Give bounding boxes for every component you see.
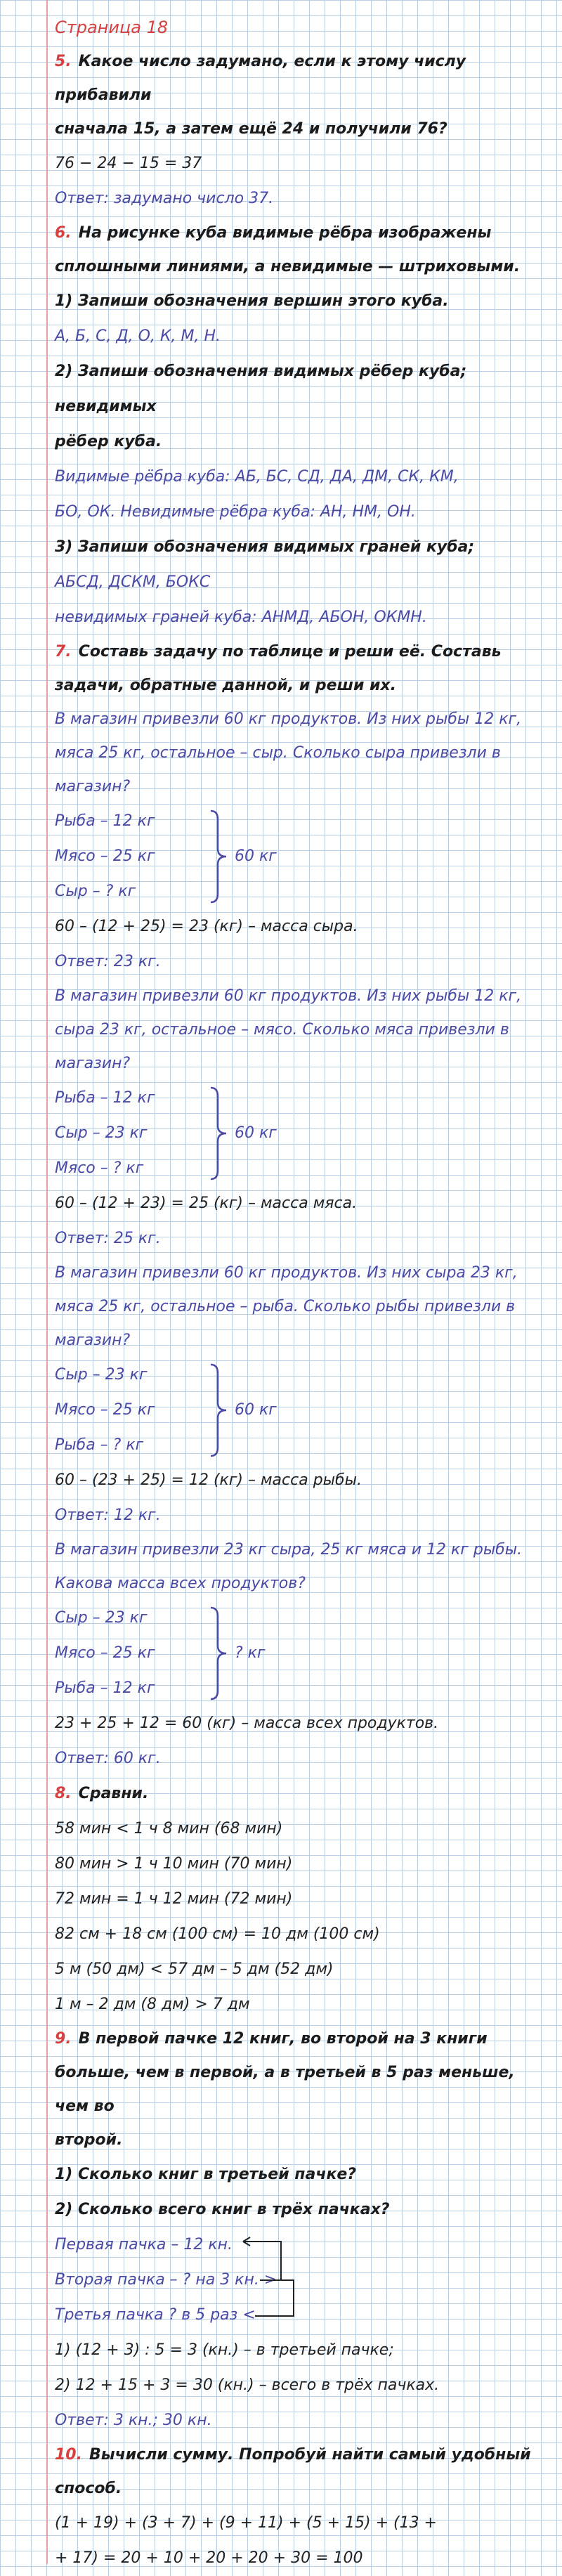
task-9-question-2: 2) Сколько всего книг в трёх пачках?: [55, 2201, 390, 2218]
task-7-problem-1-table: [55, 804, 308, 909]
table-row: Рыба – 12 кг: [55, 812, 155, 830]
task-10-calc-2: + 17) = 20 + 10 + 20 + 20 + 30 = 100: [55, 2549, 363, 2567]
task-7-problem-4-line-1: В магазин привезли 23 кг сыра, 25 кг мяса и 12 кг рыбы.: [55, 1541, 523, 1559]
table-row: Сыр – 23 кг: [55, 1609, 148, 1627]
task-7-problem-4-answer: Ответ: 60 кг.: [55, 1750, 161, 1767]
task-9-text-2: больше, чем в первой, а в третьей в 5 раз меньше, чем во: [55, 2064, 515, 2115]
notation-row: Первая пачка – 12 кн.: [55, 2236, 233, 2253]
table-row: Мясо – 25 кг: [55, 1401, 155, 1419]
task-7-problem-1-line-1: В магазин привезли 60 кг продуктов. Из них рыбы 12 кг,: [55, 710, 522, 728]
task-6-text-1: 6. На рисунке куба видимые рёбра изображены: [55, 224, 492, 242]
comparison-item: 82 см + 18 см (100 см) = 10 дм (100 см): [55, 1925, 380, 1943]
table-row: Рыба – ? кг: [55, 1436, 144, 1454]
task-7-problem-2-table: [55, 1081, 308, 1186]
task-7-text-1: 7. Составь задачу по таблице и реши её. Составь: [55, 643, 502, 661]
task-9-short-notation: [55, 2227, 476, 2333]
task-6-number: 6.: [55, 224, 72, 242]
task-7-problem-3-line-1: В магазин привезли 60 кг продуктов. Из них сыра 23 кг,: [55, 1264, 518, 1282]
task-10-text-1: 10. Вычисли сумму. Попробуй найти самый удобный: [55, 2446, 531, 2464]
task-5-answer: Ответ: задумано число 37.: [55, 190, 274, 207]
task-7-problem-3-line-2: мяса 25 кг, остальное – рыба. Сколько рыбы привезли в: [55, 1298, 516, 1315]
task-10-number: 10.: [55, 2446, 82, 2464]
comparison-arrows-icon: [55, 2227, 476, 2333]
table-total: 60 кг: [235, 1401, 277, 1419]
task-9-text-3: второй.: [55, 2131, 123, 2149]
task-9-calc-2: 2) 12 + 15 + 3 = 30 (кн.) – всего в трёх пачках.: [55, 2376, 440, 2394]
task-7-problem-1-line-2: мяса 25 кг, остальное – сыр. Сколько сыра привезли в: [55, 744, 501, 762]
task-10: [55, 2438, 551, 2576]
table-total: 60 кг: [235, 847, 277, 865]
task-8-title: 8. Сравни.: [55, 1785, 149, 1802]
curly-brace-icon: [208, 809, 229, 904]
task-6-answer-1: А, Б, С, Д, О, К, М, Н.: [55, 327, 221, 345]
curly-brace-icon: [208, 1086, 229, 1180]
task-8-number: 8.: [55, 1785, 72, 1802]
task-5-calc: 76 − 24 − 15 = 37: [55, 155, 202, 172]
task-7-problem-2-line-3: магазин?: [55, 1055, 131, 1072]
task-6-question-1: 1) Запиши обозначения вершин этого куба.: [55, 292, 449, 310]
task-6-question-3: 3) Запиши обозначения видимых граней куба;: [55, 538, 475, 556]
task-9-number: 9.: [55, 2030, 72, 2048]
task-6-answer-2-line-1: Видимые рёбра куба: АБ, БС, СД, ДА, ДМ, СК, КМ,: [55, 468, 459, 486]
task-7-problem-1-line-3: магазин?: [55, 778, 131, 795]
task-6: [55, 216, 551, 635]
notation-row: Третья пачка ? в 5 раз <: [55, 2306, 256, 2324]
task-7-problem-4-calc: 23 + 25 + 12 = 60 (кг) – масса всех продуктов.: [55, 1715, 439, 1732]
table-total: 60 кг: [235, 1124, 277, 1142]
table-row: Сыр – ? кг: [55, 883, 136, 900]
task-7-problem-4-line-2: Какова масса всех продуктов?: [55, 1575, 306, 1592]
table-row: Мясо – 25 кг: [55, 847, 155, 865]
curly-brace-icon: [208, 1606, 229, 1700]
page-title: Страница 18: [55, 18, 169, 37]
task-7-problem-2-line-2: сыра 23 кг, остальное – мясо. Сколько мяса привезли в: [55, 1021, 509, 1039]
task-6-question-2-line-1: 2) Запиши обозначения видимых рёбер куба; невидимых: [55, 363, 467, 415]
table-total: ? кг: [235, 1644, 266, 1662]
comparison-item: 1 м – 2 дм (8 дм) > 7 дм: [55, 1996, 250, 2013]
task-10-text-2: способ.: [55, 2480, 122, 2497]
table-row: Рыба – 12 кг: [55, 1679, 155, 1697]
task-5-number: 5.: [55, 53, 72, 70]
task-6-answer-3-line-2: невидимых граней куба: АНМД, АБОН, ОКМН.: [55, 609, 427, 626]
table-row: Мясо – 25 кг: [55, 1644, 155, 1662]
task-8: [55, 1776, 551, 2022]
table-row: Сыр – 23 кг: [55, 1124, 148, 1142]
homework-page: [55, 10, 551, 2576]
task-6-answer-3-line-1: АБСД, ДСКМ, БОКС: [55, 573, 211, 591]
task-6-text-2: сплошными линиями, а невидимые — штриховыми.: [55, 258, 521, 275]
comparison-item: 72 мин = 1 ч 12 мин (72 мин): [55, 1890, 293, 1908]
notebook-margin-line: [46, 0, 48, 2564]
task-6-question-2-line-2: рёбер куба.: [55, 433, 162, 450]
notation-row: Вторая пачка – ? на 3 кн. >: [55, 2271, 277, 2289]
comparison-item: 58 мин < 1 ч 8 мин (68 мин): [55, 1820, 283, 1837]
task-7-problem-2-line-1: В магазин привезли 60 кг продуктов. Из них рыбы 12 кг,: [55, 987, 522, 1005]
task-6-answer-2-line-2: БО, ОК. Невидимые рёбра куба: АН, НМ, ОН.: [55, 503, 416, 521]
task-7-problem-2-calc: 60 – (12 + 23) = 25 (кг) – масса мяса.: [55, 1195, 358, 1212]
task-7-problem-1-calc: 60 – (12 + 25) = 23 (кг) – масса сыра.: [55, 918, 358, 935]
task-7-number: 7.: [55, 643, 72, 661]
task-7-problem-3-calc: 60 – (23 + 25) = 12 (кг) – масса рыбы.: [55, 1471, 362, 1489]
curly-brace-icon: [208, 1363, 229, 1457]
task-9-answer: Ответ: 3 кн.; 30 кн.: [55, 2412, 212, 2429]
comparison-item: 80 мин > 1 ч 10 мин (70 мин): [55, 1855, 293, 1873]
task-10-calc-1: (1 + 19) + (3 + 7) + (9 + 11) + (5 + 15) + (13 +: [55, 2514, 437, 2532]
task-7-problem-1-answer: Ответ: 23 кг.: [55, 953, 161, 970]
table-row: Рыба – 12 кг: [55, 1089, 155, 1107]
task-7-text-2: задачи, обратные данной, и реши их.: [55, 677, 396, 694]
task-9-text-1: 9. В первой пачке 12 книг, во второй на 3 книги: [55, 2030, 488, 2048]
task-5-text-2: сначала 15, а затем ещё 24 и получили 76?: [55, 120, 447, 138]
task-9: [55, 2022, 551, 2438]
task-5: [55, 45, 551, 216]
table-row: Мясо – ? кг: [55, 1159, 144, 1177]
task-7-problem-4-table: [55, 1601, 308, 1706]
task-5-text-1: 5. Какое число задумано, если к этому числу прибавили: [55, 53, 466, 104]
task-7: [55, 635, 551, 1776]
task-7-problem-2-answer: Ответ: 25 кг.: [55, 1230, 161, 1247]
task-7-problem-3-answer: Ответ: 12 кг.: [55, 1507, 161, 1524]
task-7-problem-3-table: [55, 1358, 308, 1463]
comparison-item: 5 м (50 дм) < 57 дм – 5 дм (52 дм): [55, 1960, 334, 1978]
table-row: Сыр – 23 кг: [55, 1366, 148, 1384]
task-7-problem-3-line-3: магазин?: [55, 1332, 131, 1349]
task-9-calc-1: 1) (12 + 3) : 5 = 3 (кн.) – в третьей пачке;: [55, 2341, 394, 2359]
task-9-question-1: 1) Сколько книг в третьей пачке?: [55, 2166, 357, 2183]
